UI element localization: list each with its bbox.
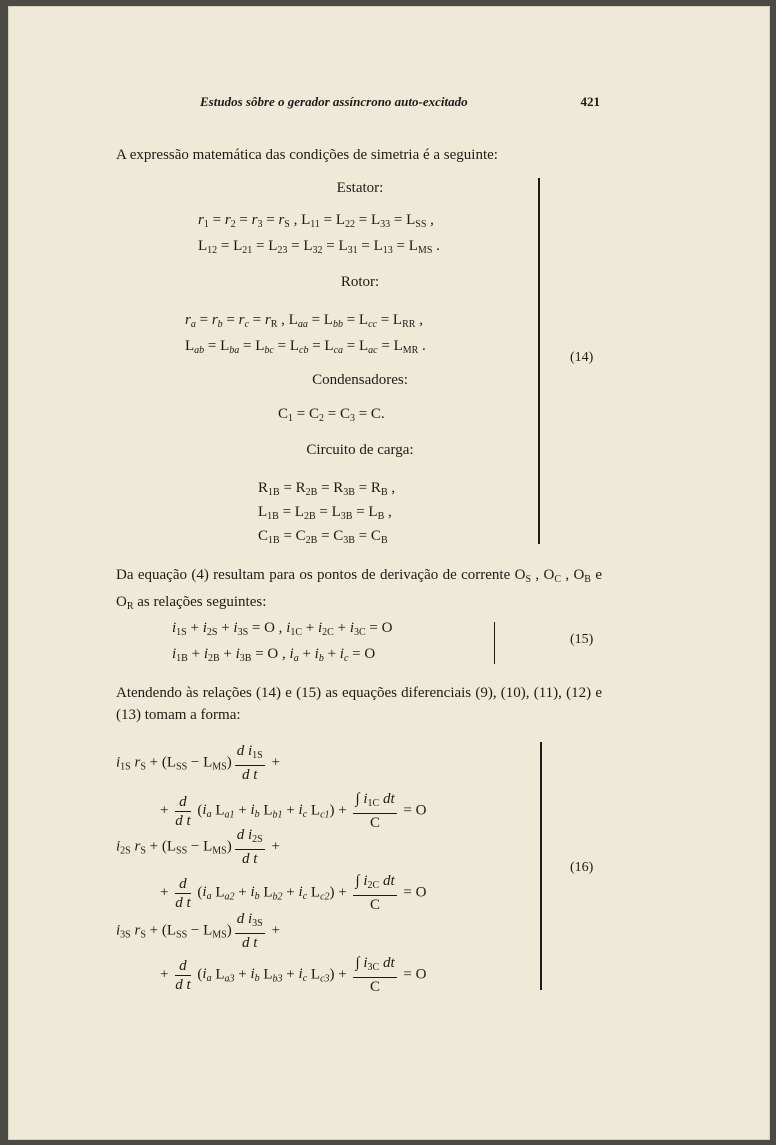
section-rotor: Rotor: bbox=[340, 274, 380, 290]
section-estator: Estator: bbox=[336, 180, 384, 196]
brace-15 bbox=[494, 622, 495, 664]
running-title: Estudos sôbre o gerador assíncrono auto-excitado bbox=[200, 94, 468, 109]
equation-16-line-3: $i_{2S}$ $r_S + (L_{SS} - L_{MS})$ $\frac{d i_{2S}}{\text{d t}}$ + bbox=[116, 827, 280, 867]
equation-14-estator-2: $L_{12} = L_{21} = L_{23} = L_{32} = L_{31} = L_{13} = L_{MS}$ . bbox=[198, 238, 440, 256]
equation-14-rotor-1: $r_a = r_b = r_c = r_R$ , $L_{aa} = L_{bb} = L_{cc} = L_{RR}$ , bbox=[185, 312, 423, 330]
equation-14-rotor-2: $L_{ab} = L_{ba} = L_{bc} = L_{cb} = L_{ca} = L_{ac} = L_{MR}$ . bbox=[185, 338, 426, 356]
equation-14-carga-2: $L_{1B} = L_{2B} = L_{3B} = L_B$ , bbox=[258, 504, 392, 522]
paragraph-atendendo: Atendendo às relações (14) e (15) as equações diferenciais (9), (10), (11), (12) e (13) tomam a forma: bbox=[116, 685, 602, 723]
equation-14-condensadores: $C_1 = C_2 = C_3 = C$. bbox=[278, 406, 385, 424]
equation-16-line-1: $i_{1S}$ $r_S + (L_{SS} - L_{MS})$ $\frac{d i_{1S}}{\text{d t}}$ + bbox=[116, 743, 280, 783]
paragraph-derivacao: Da equação (4) resultam para os pontos de derivação de corrente $O_S$ , $O_C$ , $O_B$ e $O_R$ as relações seguintes: bbox=[116, 567, 602, 612]
intro-paragraph: A expressão matemática das condições de simetria é a seguinte: bbox=[116, 147, 498, 163]
equation-number-16: (16) bbox=[570, 860, 594, 875]
equation-14-carga-3: $C_{1B} = C_{2B} = C_{3B} = C_B$ bbox=[258, 528, 388, 546]
section-condensadores: Condensadores: bbox=[312, 372, 408, 388]
equation-14-estator-1: $r_1 = r_2 = r_3 = r_S$ , $L_{11} = L_{22} = L_{33} = L_{SS}$ , bbox=[198, 212, 434, 230]
equation-15-line-1: $i_{1S} + i_{2S} + i_{3S} = O$ , $i_{1C} + i_{2C} + i_{3C} = O$ bbox=[172, 620, 393, 638]
running-header bbox=[200, 94, 600, 112]
equation-16-line-4: + $\frac{d}{\text{d t}}$ ($i_a$ $L_{a2} + i_b$ $L_{b2} + i_c$ $L_{c2}$) + $\frac{\int i_{2C} dt}{C}$ = O bbox=[160, 873, 427, 913]
equation-16-line-6: + $\frac{d}{\text{d t}}$ ($i_a$ $L_{a3} + i_b$ $L_{b3} + i_c$ $L_{c3}$) + $\frac{\int i_{3C} dt}{C}$ = O bbox=[160, 955, 427, 995]
page-number: 421 bbox=[580, 94, 600, 109]
equation-number-15: (15) bbox=[570, 632, 594, 647]
brace-16 bbox=[540, 742, 542, 990]
equation-15-line-2: $i_{1B} + i_{2B} + i_{3B} = O$ , $i_a + i_b + i_c = O$ bbox=[172, 646, 376, 664]
section-circuito-carga: Circuito de carga: bbox=[306, 442, 414, 458]
equation-14-carga-1: $R_{1B} = R_{2B} = R_{3B} = R_B$ , bbox=[258, 480, 396, 498]
equation-16-line-2: + $\frac{d}{\text{d t}}$ ($i_a$ $L_{a1} + i_b$ $L_{b1} + i_c$ $L_{c1}$) + $\frac{\int i_{1C} dt}{C}$ = O bbox=[160, 791, 427, 831]
equation-16-line-5: $i_{3S}$ $r_S + (L_{SS} - L_{MS})$ $\frac{d i_{3S}}{\text{d t}}$ + bbox=[116, 911, 280, 951]
brace-14 bbox=[538, 178, 540, 544]
equation-number-14: (14) bbox=[570, 350, 594, 365]
